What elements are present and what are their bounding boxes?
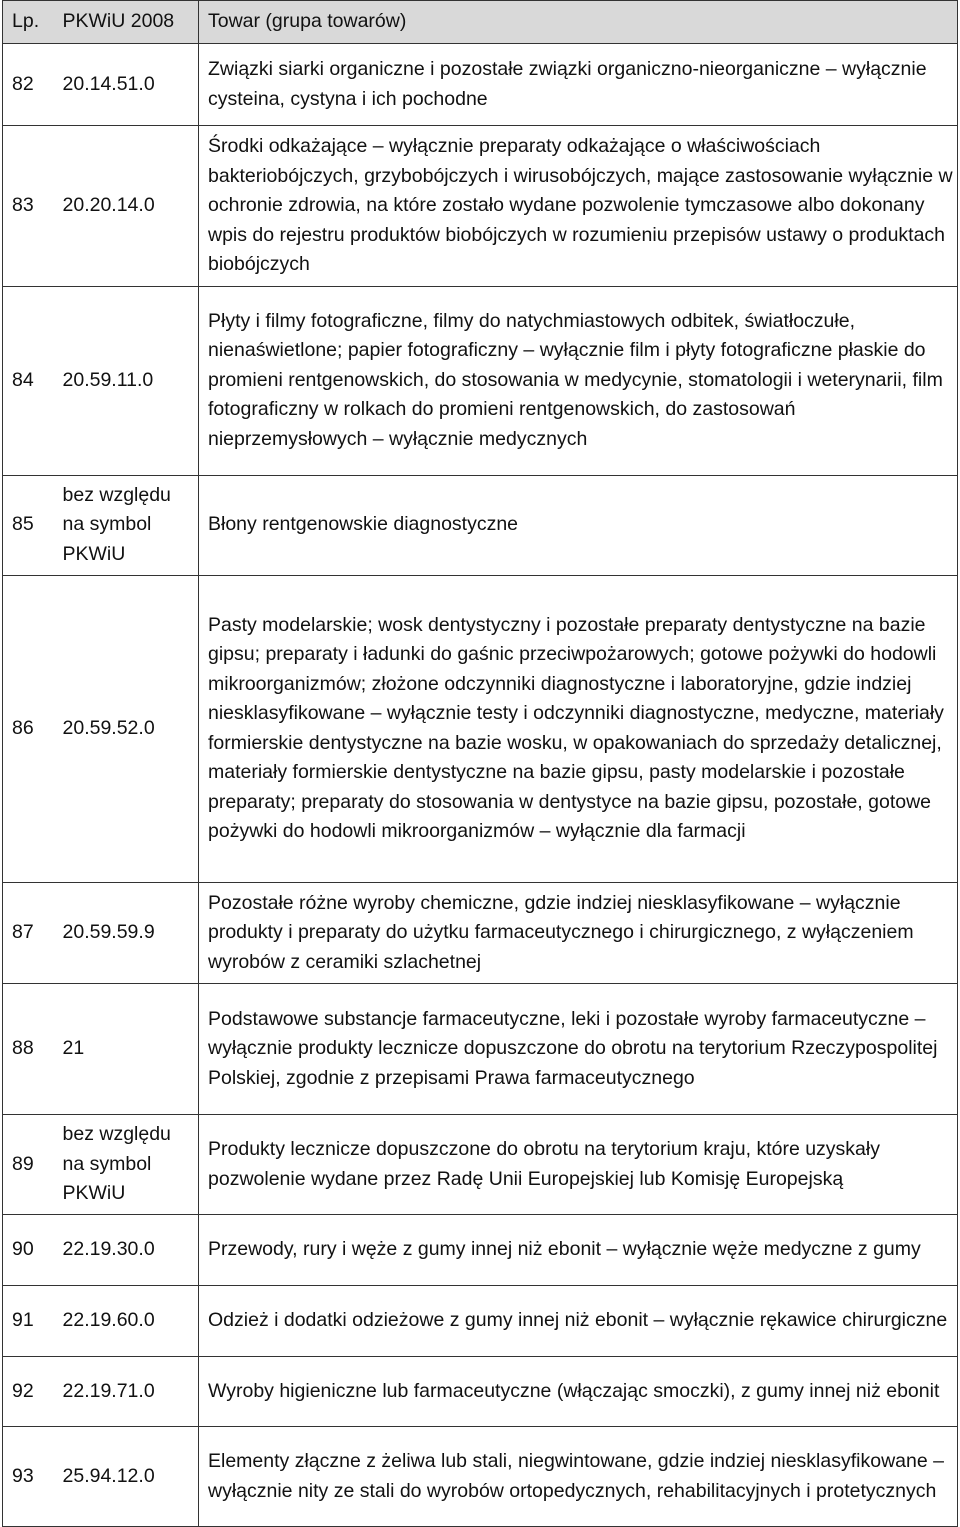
table-row — [3, 1357, 958, 1427]
header-row — [3, 1, 958, 44]
cell-lp: 85 — [3, 475, 55, 575]
table-row — [3, 1215, 958, 1286]
cell-pkwiu: 21 — [55, 984, 199, 1115]
table-row — [3, 126, 958, 287]
cell-lp: 90 — [3, 1215, 55, 1286]
cell-pkwiu: 20.14.51.0 — [55, 44, 199, 126]
table-body — [3, 44, 958, 1527]
cell-pkwiu: bez względu na symbol PKWiU — [55, 1115, 199, 1215]
cell-towar: Przewody, rury i węże z gumy innej niż ebonit – wyłącznie węże medyczne z gumy — [199, 1215, 958, 1286]
cell-lp: 82 — [3, 44, 55, 126]
table-row — [3, 882, 958, 984]
cell-towar: Pasty modelarskie; wosk dentystyczny i pozostałe preparaty dentystyczne na bazie gipsu; preparaty i ładunki do gaśnic przeciwpożarowych; gotowe pożywki do hodowli mikroorganizmów; złożone odczynniki diagnostyczne i laboratoryjne, gdzie indziej niesklasyfikowane – wyłącznie testy i odczynniki diagnostyczne, medyczne, materiały formierskie dentystyczne na bazie wosku, w opakowaniach do sprzedaży detalicznej, materiały formierskie dentystyczne na bazie gipsu, pasty modelarskie i pozostałe preparaty; preparaty do stosowania w dentystyce na bazie gipsu, pozostałe, gotowe pożywki do hodowli mikroorganizmów – wyłącznie dla farmacji — [199, 575, 958, 882]
cell-lp: 89 — [3, 1115, 55, 1215]
table-row — [3, 984, 958, 1115]
cell-pkwiu: 22.19.30.0 — [55, 1215, 199, 1286]
cell-pkwiu: bez względu na symbol PKWiU — [55, 475, 199, 575]
cell-towar: Podstawowe substancje farmaceutyczne, leki i pozostałe wyroby farmaceutyczne – wyłącznie produkty lecznicze dopuszczone do obrotu na terytorium Rzeczypospolitej Polskiej, zgodnie z przepisami Prawa farmaceutycznego — [199, 984, 958, 1115]
cell-pkwiu: 20.59.11.0 — [55, 286, 199, 475]
table-row — [3, 1286, 958, 1357]
cell-towar: Produkty lecznicze dopuszczone do obrotu na terytorium kraju, które uzyskały pozwolenie wydane przez Radę Unii Europejskiej lub Komisję Europejską — [199, 1115, 958, 1215]
cell-pkwiu: 25.94.12.0 — [55, 1427, 199, 1527]
cell-towar: Związki siarki organiczne i pozostałe związki organiczno-nieorganiczne – wyłącznie cysteina, cystyna i ich pochodne — [199, 44, 958, 126]
cell-lp: 87 — [3, 882, 55, 984]
cell-pkwiu: 22.19.71.0 — [55, 1357, 199, 1427]
cell-towar: Odzież i dodatki odzieżowe z gumy innej niż ebonit – wyłącznie rękawice chirurgiczne — [199, 1286, 958, 1357]
cell-towar: Wyroby higieniczne lub farmaceutyczne (włączając smoczki), z gumy innej niż ebonit — [199, 1357, 958, 1427]
cell-lp: 93 — [3, 1427, 55, 1527]
cell-lp: 84 — [3, 286, 55, 475]
table-row — [3, 475, 958, 575]
goods-table — [2, 0, 958, 1527]
header-towar: Towar (grupa towarów) — [199, 1, 958, 44]
cell-towar: Błony rentgenowskie diagnostyczne — [199, 475, 958, 575]
header-lp: Lp. — [3, 1, 55, 44]
table-row — [3, 286, 958, 475]
cell-towar: Płyty i filmy fotograficzne, filmy do natychmiastowych odbitek, światłoczułe, nienaświetlone; papier fotograficzny – wyłącznie film i płyty fotograficzne płaskie do promieni rentgenowskich, do stosowania w medycynie, stomatologii i weterynarii, film fotograficzny w rolkach do promieni rentgenowskich, do zastosowań nieprzemysłowych – wyłącznie medycznych — [199, 286, 958, 475]
cell-pkwiu: 22.19.60.0 — [55, 1286, 199, 1357]
table-row — [3, 44, 958, 126]
cell-towar: Elementy złączne z żeliwa lub stali, niegwintowane, gdzie indziej niesklasyfikowane – wyłącznie nity ze stali do wyrobów ortopedycznych, rehabilitacyjnych i protetycznych — [199, 1427, 958, 1527]
cell-pkwiu: 20.59.52.0 — [55, 575, 199, 882]
table-row — [3, 575, 958, 882]
cell-towar: Pozostałe różne wyroby chemiczne, gdzie indziej niesklasyfikowane – wyłącznie produkty i preparaty do użytku farmaceutycznego i chirurgicznego, z wyłączeniem wyrobów z ceramiki szlachetnej — [199, 882, 958, 984]
cell-lp: 83 — [3, 126, 55, 287]
header-pkwiu: PKWiU 2008 — [55, 1, 199, 44]
cell-lp: 88 — [3, 984, 55, 1115]
cell-lp: 92 — [3, 1357, 55, 1427]
cell-pkwiu: 20.20.14.0 — [55, 126, 199, 287]
table-header — [3, 1, 958, 44]
cell-lp: 91 — [3, 1286, 55, 1357]
cell-towar: Środki odkażające – wyłącznie preparaty odkażające o właściwościach bakteriobójczych, grzybobójczych i wirusobójczych, mające zastosowanie wyłącznie w ochronie zdrowia, na które zostało wydane pozwolenie tymczasowe albo dokonany wpis do rejestru produktów biobójczych w rozumieniu przepisów ustawy o produktach biobójczych — [199, 126, 958, 287]
table-row — [3, 1115, 958, 1215]
cell-lp: 86 — [3, 575, 55, 882]
table-row — [3, 1427, 958, 1527]
cell-pkwiu: 20.59.59.9 — [55, 882, 199, 984]
